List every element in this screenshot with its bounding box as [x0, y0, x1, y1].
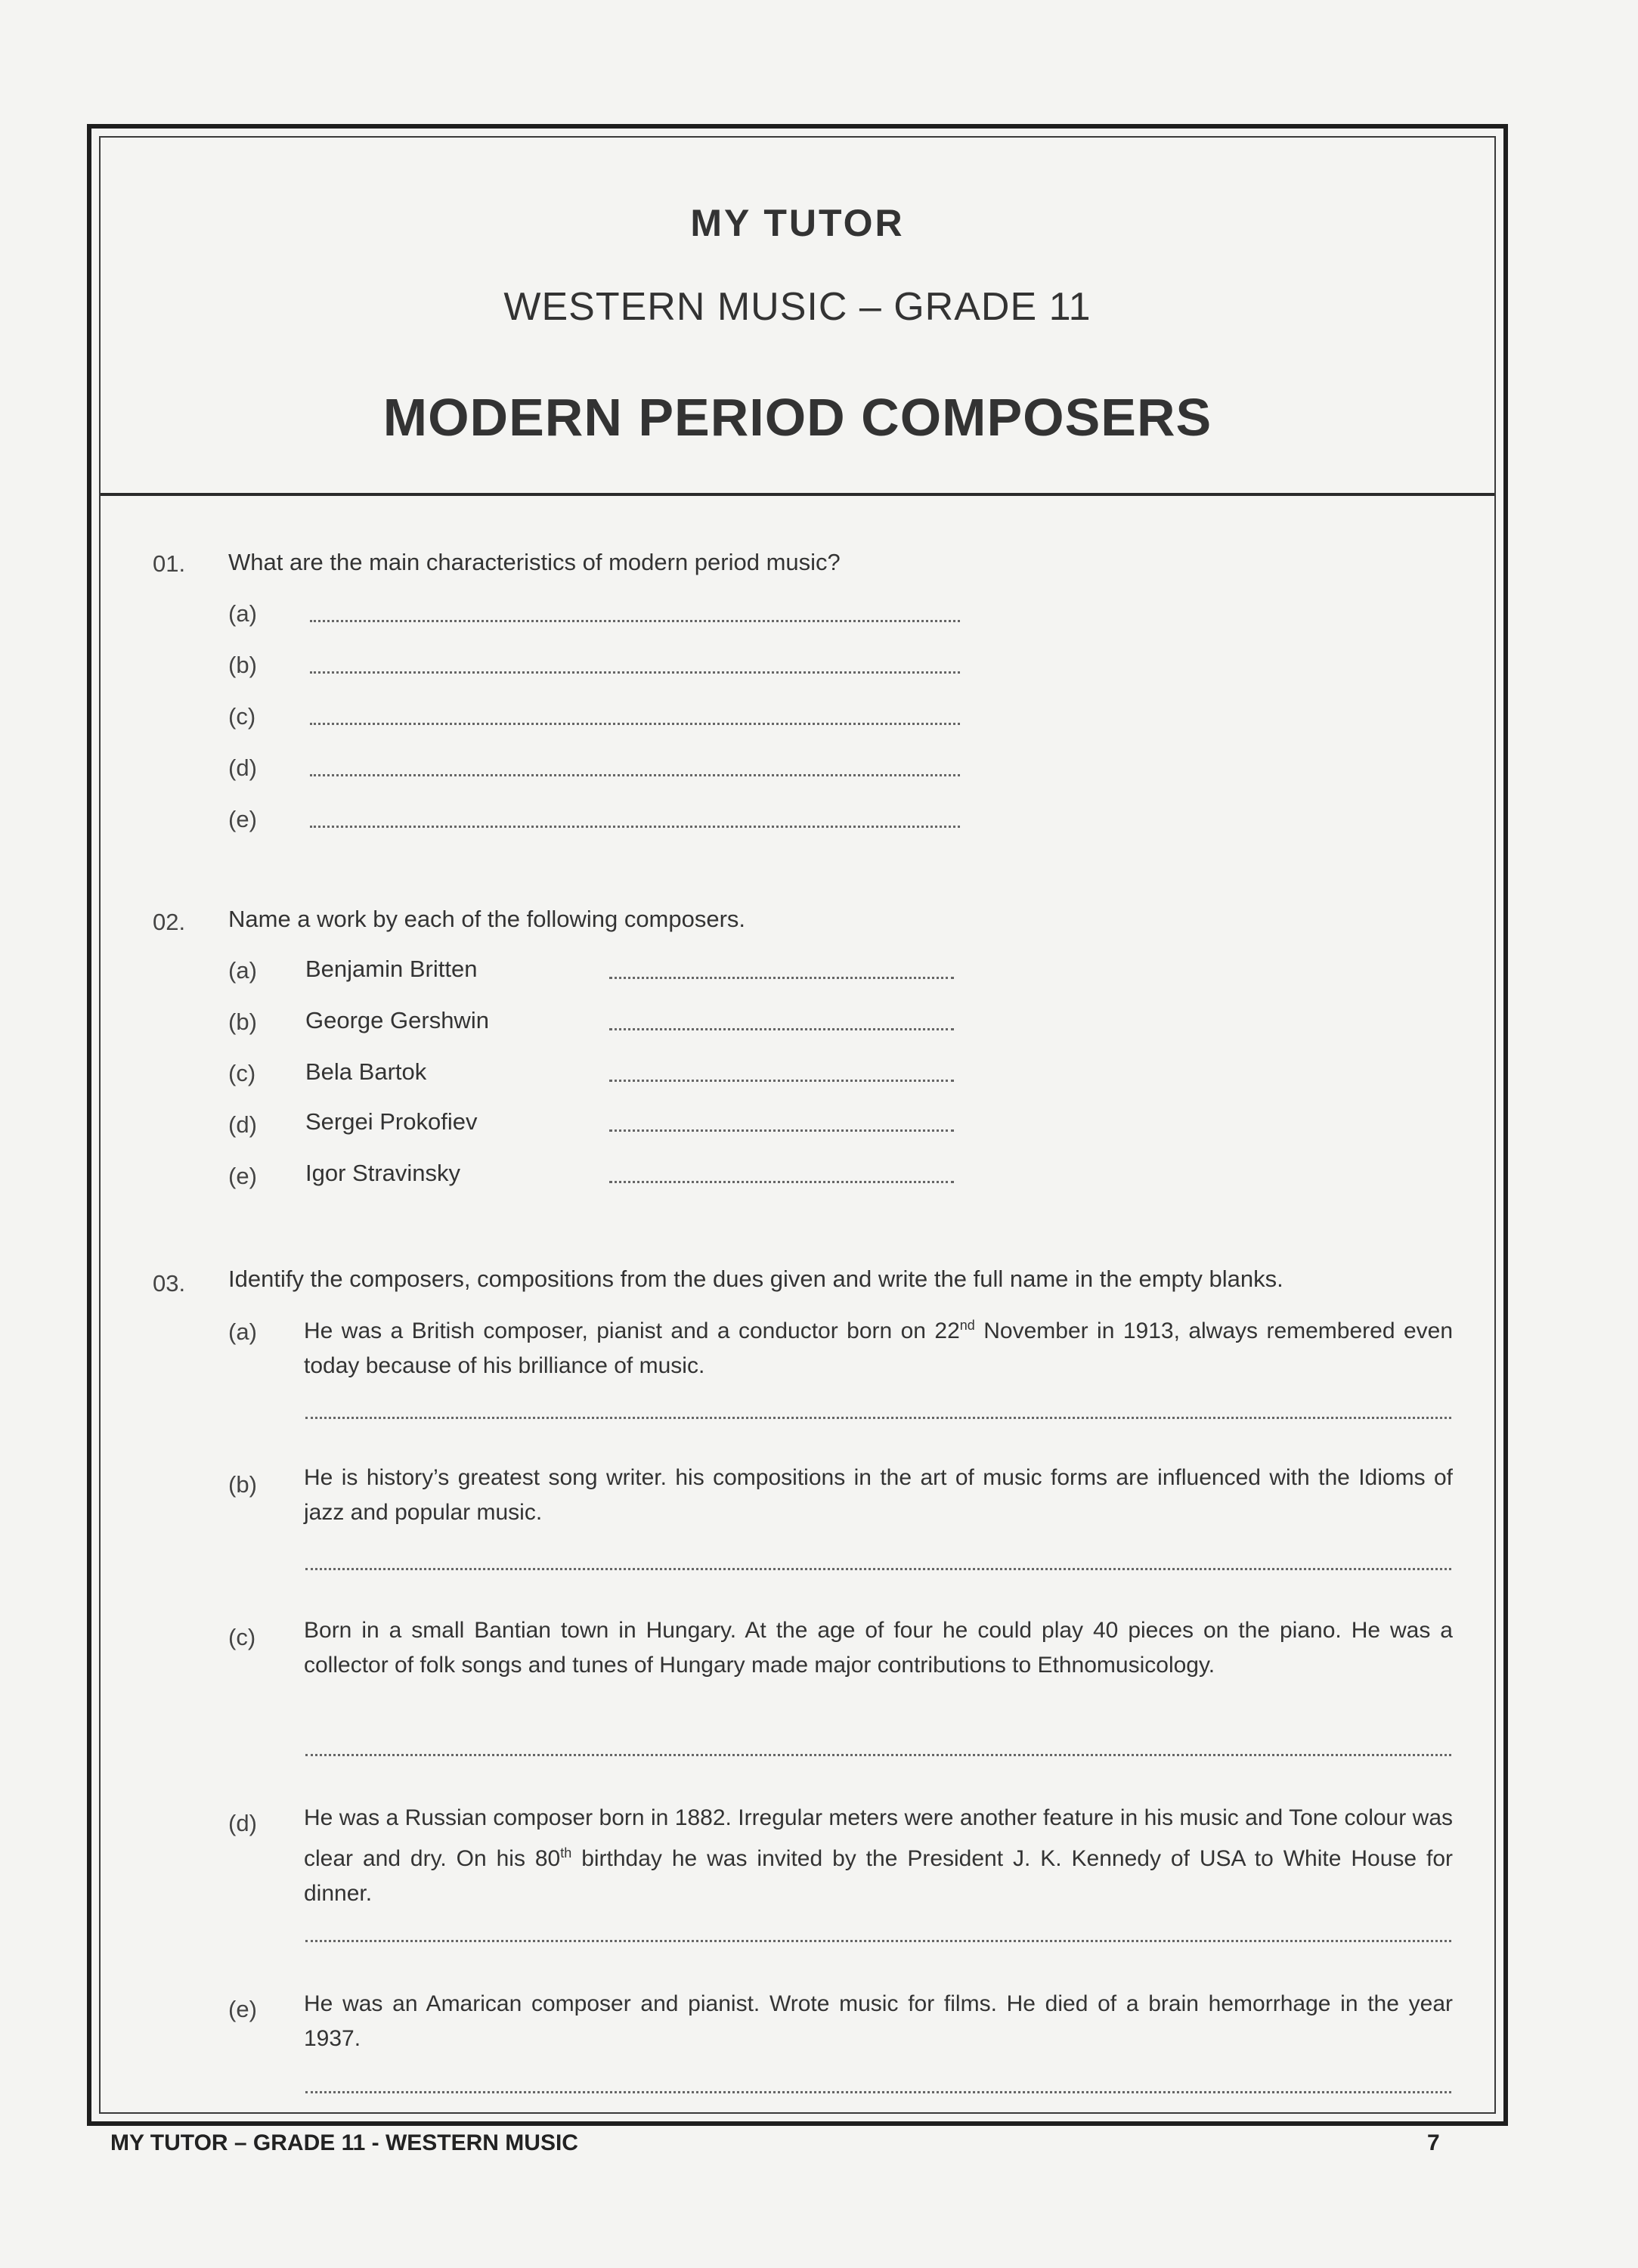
q1-option-c: (c) — [228, 703, 256, 730]
title-box — [101, 138, 1494, 496]
q3-answer-blank-d[interactable] — [305, 1940, 1451, 1942]
q2-composer-b: George Gershwin — [305, 1007, 489, 1033]
q3-option-e: (e) — [228, 1996, 257, 2022]
q1-answer-blank-c[interactable] — [310, 723, 960, 725]
q2-option-a: (a) — [228, 957, 257, 984]
q3-option-d: (d) — [228, 1810, 257, 1836]
q2-option-d: (d) — [228, 1111, 257, 1138]
question-2-number: 02. — [153, 909, 186, 935]
q1-option-d: (d) — [228, 754, 257, 781]
q2-composer-e: Igor Stravinsky — [305, 1160, 461, 1186]
brand-title: MY TUTOR — [690, 202, 905, 244]
q3-clue-c: Born in a small Bantian town in Hungary. At the age of four he could play 40 pieces on the piano. He was a collector of folk songs and tunes of Hungary made major contributions to Ethnomusicology. — [304, 1618, 1453, 1678]
q2-option-c: (c) — [228, 1060, 256, 1086]
q2-composer-c: Bela Bartok — [305, 1058, 427, 1085]
q2-option-e: (e) — [228, 1163, 257, 1189]
footer-title: MY TUTOR – GRADE 11 - WESTERN MUSIC — [110, 2130, 578, 2155]
q2-answer-blank-d[interactable] — [609, 1129, 954, 1132]
q3-answer-blank-e[interactable] — [305, 2091, 1451, 2093]
q3-clue-b: He is history’s greatest song writer. his compositions in the art of music forms are influenced with the Idioms of jazz and popular music. — [304, 1465, 1453, 1525]
question-2-text: Name a work by each of the following composers. — [228, 906, 746, 932]
q1-answer-blank-a[interactable] — [310, 620, 960, 622]
q3-answer-blank-b[interactable] — [305, 1568, 1451, 1570]
q3-clue-d: He was a Russian composer born in 1882. Irregular meters were another feature in his music and Tone colour was clear and dry. On his 80th birthday he was invited by the President J. K. Kennedy of USA to White House for dinner. — [304, 1805, 1453, 1906]
q3-option-b: (b) — [228, 1471, 257, 1498]
question-1-text: What are the main characteristics of modern period music? — [228, 549, 841, 575]
question-3-text: Identify the composers, compositions from the dues given and write the full name in the empty blanks. — [228, 1266, 1283, 1292]
question-1-number: 01. — [153, 550, 186, 577]
q3-answer-blank-a[interactable] — [305, 1417, 1451, 1419]
q2-option-b: (b) — [228, 1009, 257, 1035]
q1-option-a: (a) — [228, 600, 257, 627]
page-number: 7 — [1427, 2130, 1440, 2155]
q2-composer-a: Benjamin Britten — [305, 956, 478, 982]
q3-answer-blank-c[interactable] — [305, 1754, 1451, 1756]
q1-answer-blank-e[interactable] — [310, 826, 960, 828]
q2-composer-d: Sergei Prokofiev — [305, 1108, 478, 1135]
q3-option-c: (c) — [228, 1624, 256, 1650]
page-title: MODERN PERIOD COMPOSERS — [382, 388, 1212, 447]
q1-answer-blank-d[interactable] — [310, 774, 960, 776]
q3-option-a: (a) — [228, 1318, 257, 1345]
q3-clue-e: He was an Amarican composer and pianist. Wrote music for films. He died of a brain hemorrhage in the year 1937. — [304, 1991, 1453, 2051]
q2-answer-blank-a[interactable] — [609, 977, 954, 979]
q1-option-b: (b) — [228, 652, 257, 678]
q2-answer-blank-e[interactable] — [609, 1181, 954, 1183]
q1-answer-blank-b[interactable] — [310, 671, 960, 674]
q3-clue-a: He was a British composer, pianist and a conductor born on 22nd November in 1913, always remembered even today because of his brilliance of music. — [304, 1318, 1454, 1378]
q1-option-e: (e) — [228, 806, 257, 832]
q2-answer-blank-b[interactable] — [609, 1028, 954, 1030]
subject-subtitle: WESTERN MUSIC – GRADE 11 — [503, 285, 1091, 329]
q2-answer-blank-c[interactable] — [609, 1080, 954, 1082]
question-3-number: 03. — [153, 1270, 186, 1297]
